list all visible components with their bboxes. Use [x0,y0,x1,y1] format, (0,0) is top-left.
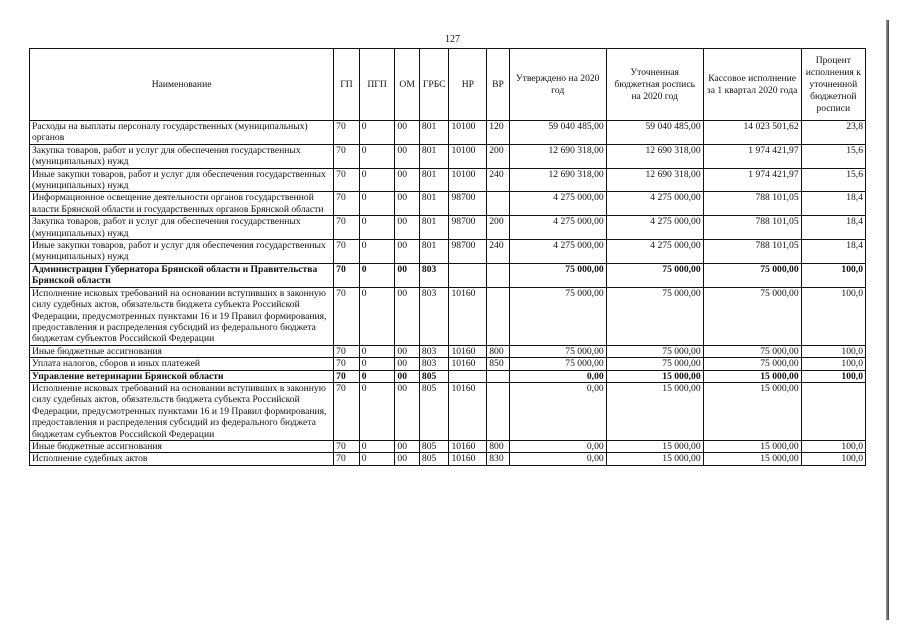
cell-gp: 70 [334,382,360,440]
budget-table [29,48,866,466]
cell-name: Иные бюджетные ассигнования [30,345,334,357]
cell-vr: 120 [487,121,509,145]
cell-pgp: 0 [359,263,395,287]
cell-specified: 15 000,00 [606,370,703,382]
cell-vr: 240 [487,240,509,264]
cell-approved: 0,00 [509,440,606,452]
cell-percent [801,382,865,440]
cell-cash: 788 101,05 [703,216,801,240]
cell-grbs: 801 [419,216,449,240]
cell-specified: 4 275 000,00 [606,192,703,216]
header-om: ОМ [395,49,419,121]
cell-gp: 70 [334,216,360,240]
cell-specified: 15 000,00 [606,440,703,452]
cell-grbs: 805 [419,370,449,382]
cell-percent: 18,4 [801,192,865,216]
cell-gp: 70 [334,144,360,168]
table-row [30,453,866,465]
cell-name: Исполнение судебных актов [30,453,334,465]
cell-approved: 75 000,00 [509,263,606,287]
cell-name: Закупка товаров, работ и услуг для обеспечения государственных (муниципальных) нужд [30,144,334,168]
table-row [30,263,866,287]
cell-cash: 1 974 421,97 [703,168,801,192]
cell-specified: 75 000,00 [606,287,703,345]
cell-vr: 240 [487,168,509,192]
cell-name: Администрация Губернатора Брянской области и Правительства Брянской области [30,263,334,287]
cell-nr: 10100 [449,121,487,145]
cell-nr: 10160 [449,382,487,440]
cell-name: Закупка товаров, работ и услуг для обеспечения государственных (муниципальных) нужд [30,216,334,240]
cell-vr: 800 [487,440,509,452]
cell-nr: 10160 [449,440,487,452]
cell-pgp: 0 [359,358,395,370]
cell-nr: 98700 [449,216,487,240]
cell-percent: 100,0 [801,345,865,357]
cell-gp: 70 [334,453,360,465]
cell-grbs: 803 [419,287,449,345]
cell-percent: 100,0 [801,453,865,465]
table-body [30,121,866,466]
cell-nr: 10160 [449,287,487,345]
cell-specified: 4 275 000,00 [606,216,703,240]
cell-gp: 70 [334,287,360,345]
cell-vr [487,192,509,216]
cell-name: Расходы на выплаты персоналу государственных (муниципальных) органов [30,121,334,145]
table-row [30,382,866,440]
cell-approved: 0,00 [509,382,606,440]
cell-om: 00 [395,370,419,382]
cell-name: Управление ветеринарии Брянской области [30,370,334,382]
cell-nr: 10100 [449,168,487,192]
cell-approved: 4 275 000,00 [509,192,606,216]
cell-grbs: 805 [419,382,449,440]
table-row [30,168,866,192]
cell-gp: 70 [334,192,360,216]
cell-cash: 75 000,00 [703,345,801,357]
table-row [30,287,866,345]
cell-specified: 75 000,00 [606,358,703,370]
cell-pgp: 0 [359,370,395,382]
cell-pgp: 0 [359,168,395,192]
cell-pgp: 0 [359,287,395,345]
header-pgp: ПГП [359,49,395,121]
cell-approved: 12 690 318,00 [509,168,606,192]
cell-grbs: 805 [419,440,449,452]
cell-specified: 59 040 485,00 [606,121,703,145]
table-row [30,345,866,357]
cell-percent: 100,0 [801,440,865,452]
cell-vr: 200 [487,216,509,240]
cell-om: 00 [395,192,419,216]
cell-percent: 23,8 [801,121,865,145]
cell-cash: 1 974 421,97 [703,144,801,168]
header-percent: Процент исполнения к уточненной бюджетной росписи [801,49,865,121]
cell-cash: 788 101,05 [703,192,801,216]
cell-percent: 18,4 [801,240,865,264]
cell-cash: 15 000,00 [703,370,801,382]
cell-name: Исполнение исковых требований на основании вступивших в законную силу судебных актов, обязательств бюджета субъекта Российской Федерации, предусмотренных пунктами 16 и 19 Правил формирования, предоставления и распределения субсидий из федерального бюджета бюджетам субъектов Российской Федерации [30,382,334,440]
cell-grbs: 801 [419,121,449,145]
cell-pgp: 0 [359,121,395,145]
header-cash: Кассовое исполнение за 1 квартал 2020 года [703,49,801,121]
cell-approved: 4 275 000,00 [509,240,606,264]
table-row [30,370,866,382]
cell-grbs: 801 [419,144,449,168]
cell-cash: 15 000,00 [703,382,801,440]
cell-vr: 830 [487,453,509,465]
cell-gp: 70 [334,240,360,264]
cell-approved: 4 275 000,00 [509,216,606,240]
cell-specified: 4 275 000,00 [606,240,703,264]
cell-nr: 98700 [449,240,487,264]
cell-grbs: 803 [419,263,449,287]
cell-grbs: 801 [419,168,449,192]
table-row [30,216,866,240]
cell-pgp: 0 [359,453,395,465]
cell-approved: 0,00 [509,370,606,382]
cell-om: 00 [395,287,419,345]
header-approved: Утверждено на 2020 год [509,49,606,121]
cell-vr: 850 [487,358,509,370]
cell-pgp: 0 [359,440,395,452]
cell-nr: 10100 [449,144,487,168]
cell-gp: 70 [334,263,360,287]
header-nr: НР [449,49,487,121]
cell-nr [449,370,487,382]
cell-grbs: 805 [419,453,449,465]
cell-gp: 70 [334,358,360,370]
cell-name: Информационное освещение деятельности органов государственной власти Брянской области и государственных органов Брянской области [30,192,334,216]
cell-pgp: 0 [359,345,395,357]
cell-percent: 100,0 [801,370,865,382]
cell-nr: 10160 [449,358,487,370]
cell-percent: 100,0 [801,263,865,287]
cell-vr [487,370,509,382]
cell-grbs: 803 [419,358,449,370]
cell-gp: 70 [334,121,360,145]
header-specified: Уточненная бюджетная роспись на 2020 год [606,49,703,121]
cell-name: Иные закупки товаров, работ и услуг для обеспечения государственных (муниципальных) нужд [30,168,334,192]
cell-vr [487,287,509,345]
cell-name: Иные закупки товаров, работ и услуг для обеспечения государственных (муниципальных) нужд [30,240,334,264]
cell-nr [449,263,487,287]
cell-pgp: 0 [359,144,395,168]
cell-gp: 70 [334,440,360,452]
cell-vr: 800 [487,345,509,357]
cell-specified: 12 690 318,00 [606,168,703,192]
cell-specified: 75 000,00 [606,345,703,357]
cell-gp: 70 [334,370,360,382]
cell-vr [487,263,509,287]
cell-om: 00 [395,168,419,192]
cell-om: 00 [395,382,419,440]
header-grbs: ГРБС [419,49,449,121]
cell-om: 00 [395,453,419,465]
header-vr: ВР [487,49,509,121]
cell-cash: 75 000,00 [703,287,801,345]
cell-percent: 15,6 [801,144,865,168]
cell-percent: 100,0 [801,287,865,345]
cell-name: Уплата налогов, сборов и иных платежей [30,358,334,370]
table-row [30,358,866,370]
cell-nr: 98700 [449,192,487,216]
cell-specified: 12 690 318,00 [606,144,703,168]
table-row [30,121,866,145]
cell-name: Исполнение исковых требований на основании вступивших в законную силу судебных актов, обязательств бюджета субъекта Российской Федерации, предусмотренных пунктами 16 и 19 Правил формирования, предоставления и распределения субсидий из федерального бюджета бюджетам субъектов Российской Федерации [30,287,334,345]
cell-name: Иные бюджетные ассигнования [30,440,334,452]
cell-specified: 15 000,00 [606,382,703,440]
cell-om: 00 [395,216,419,240]
cell-cash: 15 000,00 [703,440,801,452]
cell-approved: 75 000,00 [509,358,606,370]
cell-cash: 75 000,00 [703,358,801,370]
cell-pgp: 0 [359,216,395,240]
cell-nr: 10160 [449,453,487,465]
scan-edge-shadow [886,20,889,620]
cell-om: 00 [395,263,419,287]
cell-approved: 59 040 485,00 [509,121,606,145]
cell-percent: 15,6 [801,168,865,192]
cell-pgp: 0 [359,240,395,264]
cell-om: 00 [395,440,419,452]
cell-approved: 75 000,00 [509,287,606,345]
cell-vr [487,382,509,440]
cell-om: 00 [395,358,419,370]
cell-percent: 100,0 [801,358,865,370]
cell-om: 00 [395,144,419,168]
table-row [30,240,866,264]
cell-gp: 70 [334,345,360,357]
cell-gp: 70 [334,168,360,192]
cell-om: 00 [395,121,419,145]
cell-approved: 12 690 318,00 [509,144,606,168]
cell-cash: 14 023 501,62 [703,121,801,145]
cell-cash: 15 000,00 [703,453,801,465]
cell-specified: 15 000,00 [606,453,703,465]
table-row [30,144,866,168]
cell-grbs: 803 [419,345,449,357]
header-gp: ГП [334,49,360,121]
cell-cash: 788 101,05 [703,240,801,264]
table-header [30,49,866,121]
cell-pgp: 0 [359,192,395,216]
cell-om: 00 [395,345,419,357]
cell-vr: 200 [487,144,509,168]
cell-approved: 0,00 [509,453,606,465]
cell-om: 00 [395,240,419,264]
cell-cash: 75 000,00 [703,263,801,287]
cell-grbs: 801 [419,192,449,216]
page-number: 127 [445,34,460,45]
cell-grbs: 801 [419,240,449,264]
table-row [30,440,866,452]
cell-approved: 75 000,00 [509,345,606,357]
header-name: Наименование [30,49,334,121]
table-row [30,192,866,216]
cell-pgp: 0 [359,382,395,440]
cell-nr: 10160 [449,345,487,357]
cell-percent: 18,4 [801,216,865,240]
cell-specified: 75 000,00 [606,263,703,287]
